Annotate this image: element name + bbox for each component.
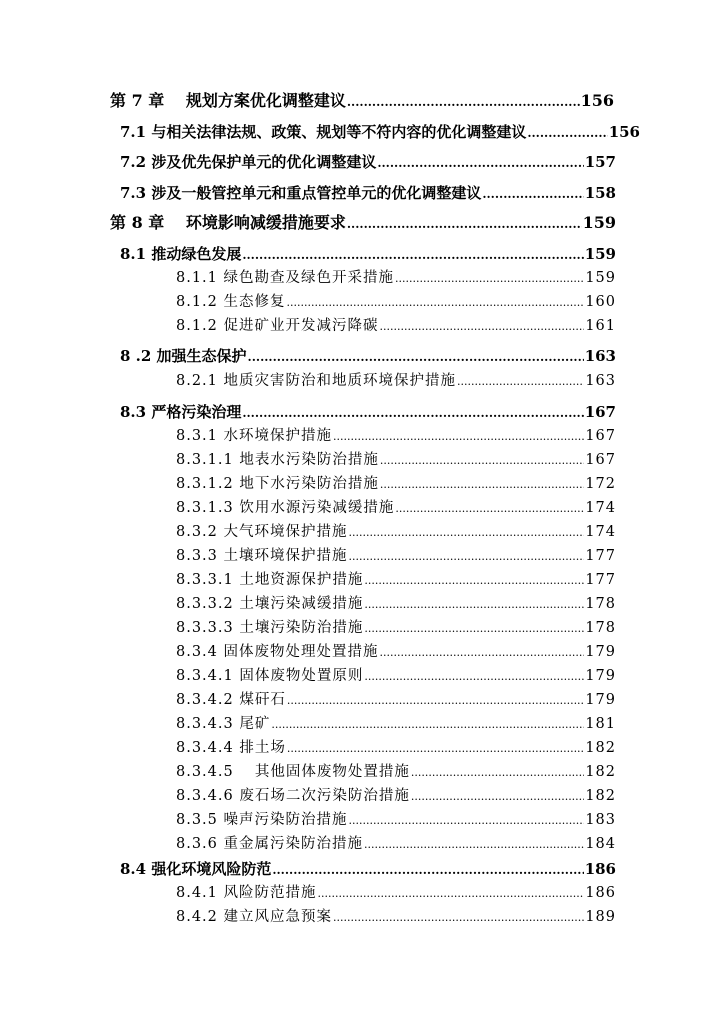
toc-leader-dots	[364, 592, 584, 617]
toc-section-8-3[interactable]	[120, 399, 616, 425]
toc-label: 8.1.2 促进矿业开发减污降碳	[176, 318, 379, 334]
toc-label: 8.3 严格污染治理	[120, 403, 242, 421]
toc-page-number: 179	[585, 668, 616, 684]
toc-leader-dots	[347, 211, 582, 236]
toc-leader-dots	[527, 120, 607, 145]
toc-page-number: 186	[584, 860, 616, 878]
toc-leader-dots	[287, 290, 585, 315]
toc-leader-dots	[411, 784, 584, 809]
toc-section-7-1[interactable]	[120, 119, 640, 145]
toc-label: 第 7 章 规划方案优化调整建议	[110, 91, 346, 110]
toc-subsection[interactable]	[176, 759, 616, 785]
toc-leader-dots	[349, 808, 585, 833]
toc-page-number: 159	[582, 213, 616, 232]
toc-label: 8.3.4 固体废物处理处置措施	[176, 644, 379, 660]
toc-subsection[interactable]	[176, 880, 616, 906]
toc-subsection[interactable]	[176, 543, 616, 569]
toc-leader-dots	[272, 857, 583, 882]
toc-leader-dots	[248, 344, 584, 369]
toc-label: 8.3.4.1 固体废物处置原则	[176, 668, 364, 684]
toc-subsection[interactable]	[176, 519, 616, 545]
toc-label: 8.4.2 建立风应急预案	[176, 909, 333, 925]
toc-page-number: 163	[585, 373, 616, 389]
toc-label: 8.3.1.3 饮用水源污染减缓措施	[176, 500, 395, 516]
toc-subsection[interactable]	[176, 471, 616, 497]
toc-section-7-3[interactable]	[120, 180, 616, 206]
toc-page-number: 177	[585, 572, 616, 588]
toc-label: 8.3.2 大气环境保护措施	[176, 524, 348, 540]
toc-subsection[interactable]	[176, 831, 616, 857]
toc-page-number: 159	[585, 270, 616, 286]
toc-subsection[interactable]	[176, 904, 616, 930]
toc-label: 8.3.1.2 地下水污染防治措施	[176, 476, 379, 492]
toc-subsection[interactable]	[176, 567, 616, 593]
toc-leader-dots	[349, 520, 585, 545]
toc-section-8-4[interactable]	[120, 856, 616, 882]
toc-page-number: 179	[585, 692, 616, 708]
toc-page-number: 182	[585, 740, 616, 756]
toc-page-number: 159	[584, 245, 616, 263]
toc-leader-dots	[411, 760, 584, 785]
toc-leader-dots	[287, 736, 584, 761]
toc-page-number: 158	[584, 184, 616, 202]
toc-subsection[interactable]	[176, 495, 616, 521]
toc-page-number: 182	[585, 764, 616, 780]
toc-page-number: 156	[608, 123, 640, 141]
toc-label: 8.3.4.3 尾矿	[176, 716, 271, 732]
toc-label: 8.4.1 风险防范措施	[176, 885, 317, 901]
toc-leader-dots	[242, 242, 583, 267]
toc-leader-dots	[380, 314, 585, 339]
toc-label: 8.3.4.5 其他固体废物处置措施	[176, 764, 410, 780]
toc-subsection[interactable]	[176, 591, 616, 617]
toc-page-number: 161	[585, 318, 616, 334]
toc-leader-dots	[318, 881, 585, 906]
toc-leader-dots	[271, 712, 584, 737]
toc-page-number: 156	[580, 91, 614, 110]
toc-subsection[interactable]	[176, 368, 616, 394]
toc-subsection[interactable]	[176, 423, 616, 449]
toc-leader-dots	[364, 832, 584, 857]
toc-leader-dots	[364, 568, 584, 593]
toc-page-number: 186	[585, 885, 616, 901]
toc-leader-dots	[482, 181, 583, 206]
toc-leader-dots	[377, 150, 583, 175]
toc-label: 8.3.1.1 地表水污染防治措施	[176, 452, 379, 468]
toc-subsection[interactable]	[176, 711, 616, 737]
toc-subsection[interactable]	[176, 639, 616, 665]
toc-label: 第 8 章 环境影响减缓措施要求	[110, 213, 346, 232]
toc-page-number: 174	[585, 500, 616, 516]
toc-label: 7.3 涉及一般管控单元和重点管控单元的优化调整建议	[120, 184, 482, 202]
toc-subsection[interactable]	[176, 687, 616, 713]
toc-label: 8.3.5 噪声污染防治措施	[176, 812, 348, 828]
toc-page-number: 157	[584, 153, 616, 171]
toc-subsection[interactable]	[176, 735, 616, 761]
toc-label: 8.3.4.4 排土场	[176, 740, 286, 756]
toc-leader-dots	[395, 496, 584, 521]
toc-label: 8.2.1 地质灾害防治和地质环境保护措施	[176, 373, 457, 389]
toc-leader-dots	[347, 89, 580, 114]
toc-page-number: 183	[585, 812, 616, 828]
toc-label: 8.4 强化环境风险防范	[120, 860, 272, 878]
toc-subsection[interactable]	[176, 807, 616, 833]
toc-label: 7.2 涉及优先保护单元的优化调整建议	[120, 153, 377, 171]
toc-leader-dots	[380, 448, 584, 473]
toc-label: 8.3.3.2 土壤污染减缓措施	[176, 596, 364, 612]
toc-label: 8.3.6 重金属污染防治措施	[176, 836, 364, 852]
toc-leader-dots	[333, 905, 584, 930]
toc-leader-dots	[395, 266, 584, 291]
toc-page-number: 184	[585, 836, 616, 852]
toc-section-8-2[interactable]	[120, 343, 616, 369]
toc-page-number: 167	[585, 428, 616, 444]
toc-label: 8.3.3 土壤环境保护措施	[176, 548, 348, 564]
toc-leader-dots	[457, 369, 584, 394]
toc-subsection[interactable]	[176, 289, 616, 315]
toc-leader-dots	[333, 424, 584, 449]
toc-leader-dots	[380, 472, 584, 497]
toc-page-number: 189	[585, 909, 616, 925]
toc-label: 8.1.1 绿色勘查及绿色开采措施	[176, 270, 395, 286]
toc-page-number: 163	[584, 347, 616, 365]
toc-page-number: 167	[584, 403, 616, 421]
toc-label: 8.3.1 水环境保护措施	[176, 428, 333, 444]
toc-page-number: 172	[585, 476, 616, 492]
toc-leader-dots	[380, 640, 585, 665]
toc-label: 8 .2 加强生态保护	[120, 347, 247, 365]
toc-leader-dots	[349, 544, 585, 569]
toc-page-number: 177	[585, 548, 616, 564]
toc-subsection[interactable]	[176, 663, 616, 689]
toc-leader-dots	[287, 688, 584, 713]
toc-leader-dots	[364, 616, 584, 641]
toc-subsection[interactable]	[176, 447, 616, 473]
toc-label: 8.1.2 生态修复	[176, 294, 286, 310]
toc-section-8-1[interactable]	[120, 241, 616, 267]
toc-label: 8.1 推动绿色发展	[120, 245, 242, 263]
toc-label: 8.3.4.2 煤矸石	[176, 692, 286, 708]
toc-chapter-8[interactable]	[110, 210, 616, 236]
toc-label: 8.3.3.1 土地资源保护措施	[176, 572, 364, 588]
toc-label: 8.3.3.3 土壤污染防治措施	[176, 620, 364, 636]
toc-page-number: 182	[585, 788, 616, 804]
toc-page-number: 178	[585, 620, 616, 636]
toc-label: 7.1 与相关法律法规、政策、规划等不符内容的优化调整建议	[120, 123, 527, 141]
toc-page-number: 167	[585, 452, 616, 468]
toc-section-7-2[interactable]	[120, 149, 616, 175]
toc-chapter-7[interactable]	[110, 88, 614, 114]
toc-leader-dots	[364, 664, 584, 689]
toc-page-number: 174	[585, 524, 616, 540]
toc-subsection[interactable]	[176, 265, 616, 291]
toc-subsection[interactable]	[176, 313, 616, 339]
toc-page-number: 178	[585, 596, 616, 612]
toc-page-number: 179	[585, 644, 616, 660]
toc-page-number: 160	[585, 294, 616, 310]
toc-subsection[interactable]	[176, 783, 616, 809]
toc-page-number: 181	[585, 716, 616, 732]
toc-leader-dots	[242, 400, 583, 425]
toc-label: 8.3.4.6 废石场二次污染防治措施	[176, 788, 410, 804]
toc-subsection[interactable]	[176, 615, 616, 641]
